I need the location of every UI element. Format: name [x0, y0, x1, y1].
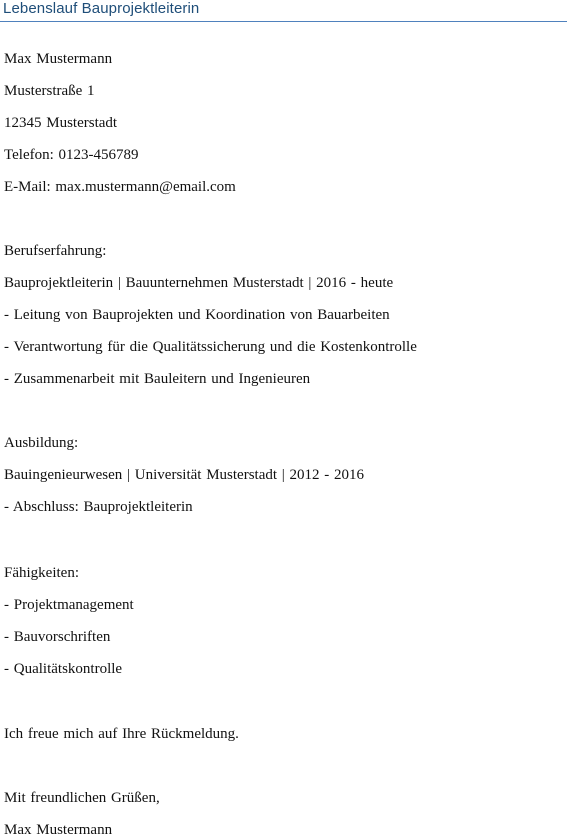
contact-city: 12345 Musterstadt — [4, 115, 118, 131]
document-header-title: Lebenslauf Bauprojektleiterin — [3, 0, 200, 17]
closing-message: Ich freue mich auf Ihre Rückmeldung. — [4, 726, 239, 742]
experience-heading: Berufserfahrung: — [4, 243, 107, 259]
experience-position: Bauprojektleiterin | Bauunternehmen Musterstadt | 2016 - heute — [4, 275, 394, 291]
experience-item: - Leitung von Bauprojekten und Koordination von Bauarbeiten — [4, 307, 390, 323]
closing-greeting: Mit freundlichen Grüßen, — [4, 790, 160, 806]
contact-street: Musterstraße 1 — [4, 83, 95, 99]
skills-heading: Fähigkeiten: — [4, 565, 79, 581]
skills-item: - Qualitätskontrolle — [4, 661, 123, 677]
contact-email: E-Mail: max.mustermann@email.com — [4, 179, 236, 195]
header-divider — [0, 21, 567, 22]
signature-name: Max Mustermann — [4, 822, 113, 838]
experience-item: - Zusammenarbeit mit Bauleitern und Ingenieuren — [4, 371, 311, 387]
skills-item: - Bauvorschriften — [4, 629, 111, 645]
education-entry: Bauingenieurwesen | Universität Musterstadt | 2012 - 2016 — [4, 467, 365, 483]
contact-name: Max Mustermann — [4, 51, 113, 67]
contact-phone: Telefon: 0123-456789 — [4, 147, 139, 163]
skills-item: - Projektmanagement — [4, 597, 134, 613]
experience-item: - Verantwortung für die Qualitätssicherung und die Kostenkontrolle — [4, 339, 417, 355]
education-item: - Abschluss: Bauprojektleiterin — [4, 499, 193, 515]
education-heading: Ausbildung: — [4, 435, 79, 451]
